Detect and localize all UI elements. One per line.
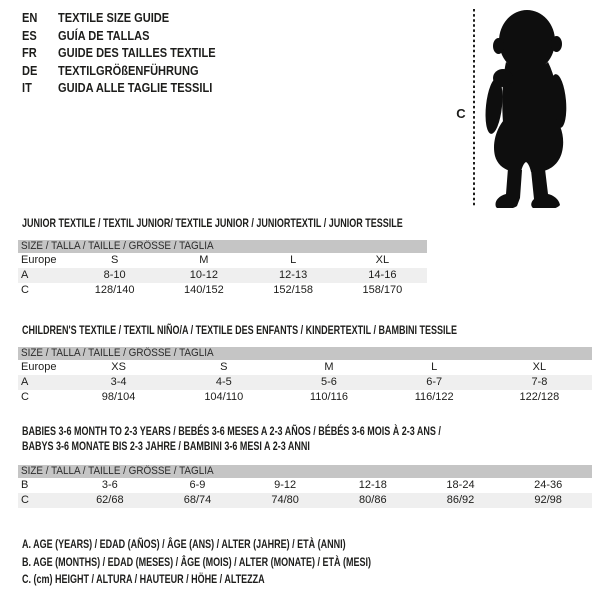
language-code: EN <box>22 10 38 26</box>
row-label: A <box>21 376 29 388</box>
language-title: GUÍA DE TALLAS <box>58 27 150 43</box>
table-cell: 8-10 <box>103 269 126 281</box>
table-cell: 14-16 <box>368 269 397 281</box>
section-junior <box>18 217 427 298</box>
table-cell: 86/92 <box>446 494 475 506</box>
table-cell: 3-6 <box>101 479 118 491</box>
size-bar-label: SIZE / TALLA / TAILLE / GRÖSSE / TAGLIA <box>21 347 214 359</box>
language-title: TEXTILE SIZE GUIDE <box>58 10 170 26</box>
language-code: DE <box>22 62 38 78</box>
section-title: JUNIOR TEXTILE / TEXTIL JUNIOR/ TEXTILE JUNIOR / JUNIORTEXTIL / JUNIOR TESSILE <box>22 216 403 230</box>
row-label: Europe <box>21 361 57 373</box>
table-row <box>18 493 592 508</box>
table-cell: 110/116 <box>309 391 349 403</box>
language-row <box>22 62 243 80</box>
table-cell: 3-4 <box>110 376 127 388</box>
size-bar-label: SIZE / TALLA / TAILLE / GRÖSSE / TAGLIA <box>21 240 214 252</box>
table-cell: 24-36 <box>534 479 563 491</box>
section-babies <box>18 424 592 508</box>
table-cell: 4-5 <box>215 376 232 388</box>
row-label: A <box>21 269 29 281</box>
table-cell: XL <box>532 361 547 373</box>
table-cell: 92/98 <box>534 494 562 506</box>
size-bar <box>18 240 427 253</box>
row-label: C <box>21 284 29 296</box>
table-cell: 116/122 <box>414 391 454 403</box>
size-bar-label: SIZE / TALLA / TAILLE / GRÖSSE / TAGLIA <box>21 465 214 477</box>
size-table <box>18 478 592 508</box>
language-row <box>22 9 243 27</box>
table-cell: 152/158 <box>273 284 313 296</box>
row-label: C <box>21 391 29 403</box>
language-code: IT <box>22 80 32 96</box>
table-cell: 7-8 <box>531 376 548 388</box>
table-cell: M <box>199 254 209 266</box>
language-code: ES <box>22 27 37 43</box>
table-cell: L <box>290 254 297 266</box>
table-cell: 12-13 <box>279 269 308 281</box>
table-row <box>18 390 592 405</box>
language-title: GUIDA ALLE TAGLIE TESSILI <box>58 80 213 96</box>
size-bar <box>18 465 592 478</box>
table-cell: 9-12 <box>274 479 297 491</box>
table-cell: 6-9 <box>189 479 206 491</box>
row-label: B <box>21 479 29 491</box>
table-row <box>18 375 592 390</box>
table-row <box>18 268 427 283</box>
baby-silhouette <box>483 10 568 208</box>
table-cell: XL <box>375 254 390 266</box>
table-row <box>18 283 427 298</box>
size-table <box>18 253 427 298</box>
size-bar <box>18 347 592 360</box>
table-cell: 68/74 <box>183 494 212 506</box>
table-cell: S <box>220 361 228 373</box>
language-row <box>22 27 243 45</box>
table-row <box>18 360 592 375</box>
row-label: C <box>21 494 29 506</box>
table-cell: 18-24 <box>446 479 475 491</box>
section-title: BABIES 3-6 MONTH TO 2-3 YEARS / BEBÉS 3-6 MESES A 2-3 AÑOS / BÉBÉS 3-6 MOIS À 2-3 ANS / <box>22 424 441 438</box>
note-b: B. AGE (MONTHS) / EDAD (MESES) / ÂGE (MOIS) / ALTER (MONATE) / ETÀ (MESI) <box>22 554 371 569</box>
table-cell: 98/104 <box>101 391 136 403</box>
table-cell: 62/68 <box>96 494 124 506</box>
section-title: CHILDREN'S TEXTILE / TEXTIL NIÑO/A / TEXTILE DES ENFANTS / KINDERTEXTIL / BAMBINI TESSILE <box>22 323 458 337</box>
table-cell: 6-7 <box>426 376 443 388</box>
section-title-line2: BABYS 3-6 MONATE BIS 2-3 JAHRE / BAMBINI 3-6 MESI A 2-3 ANNI <box>22 439 310 453</box>
note-c: C. (cm) HEIGHT / ALTURA / HAUTEUR / HÖHE / ALTEZZA <box>22 572 265 586</box>
table-cell: L <box>431 361 438 373</box>
table-row <box>18 253 427 268</box>
language-header <box>22 9 243 97</box>
table-cell: 122/128 <box>519 391 560 403</box>
table-cell: 10-12 <box>189 269 218 281</box>
language-code: FR <box>22 45 37 61</box>
language-row <box>22 44 243 62</box>
language-title: TEXTILGRÖßENFÜHRUNG <box>58 62 199 78</box>
language-row <box>22 79 243 97</box>
table-cell: 80/86 <box>359 494 387 506</box>
table-cell: S <box>110 254 119 266</box>
table-row <box>18 478 592 493</box>
baby-silhouette-image <box>470 8 575 208</box>
table-cell: 158/170 <box>362 284 403 296</box>
table-cell: 12-18 <box>358 479 387 491</box>
section-children <box>18 324 592 405</box>
table-cell: 140/152 <box>183 284 224 296</box>
note-a: A. AGE (YEARS) / EDAD (AÑOS) / ÂGE (ANS) / ALTER (JAHRE) / ETÀ (ANNI) <box>22 537 346 551</box>
table-cell: 74/80 <box>271 494 299 506</box>
row-label: Europe <box>21 254 57 266</box>
footnotes <box>22 536 487 589</box>
height-measure-label: C <box>456 106 466 121</box>
table-cell: M <box>324 361 334 373</box>
language-title: GUIDE DES TAILLES TEXTILE <box>58 45 216 61</box>
size-table <box>18 360 592 405</box>
table-cell: 104/110 <box>204 391 244 403</box>
table-cell: XS <box>111 361 126 373</box>
table-cell: 128/140 <box>94 284 135 296</box>
table-cell: 5-6 <box>321 376 337 388</box>
